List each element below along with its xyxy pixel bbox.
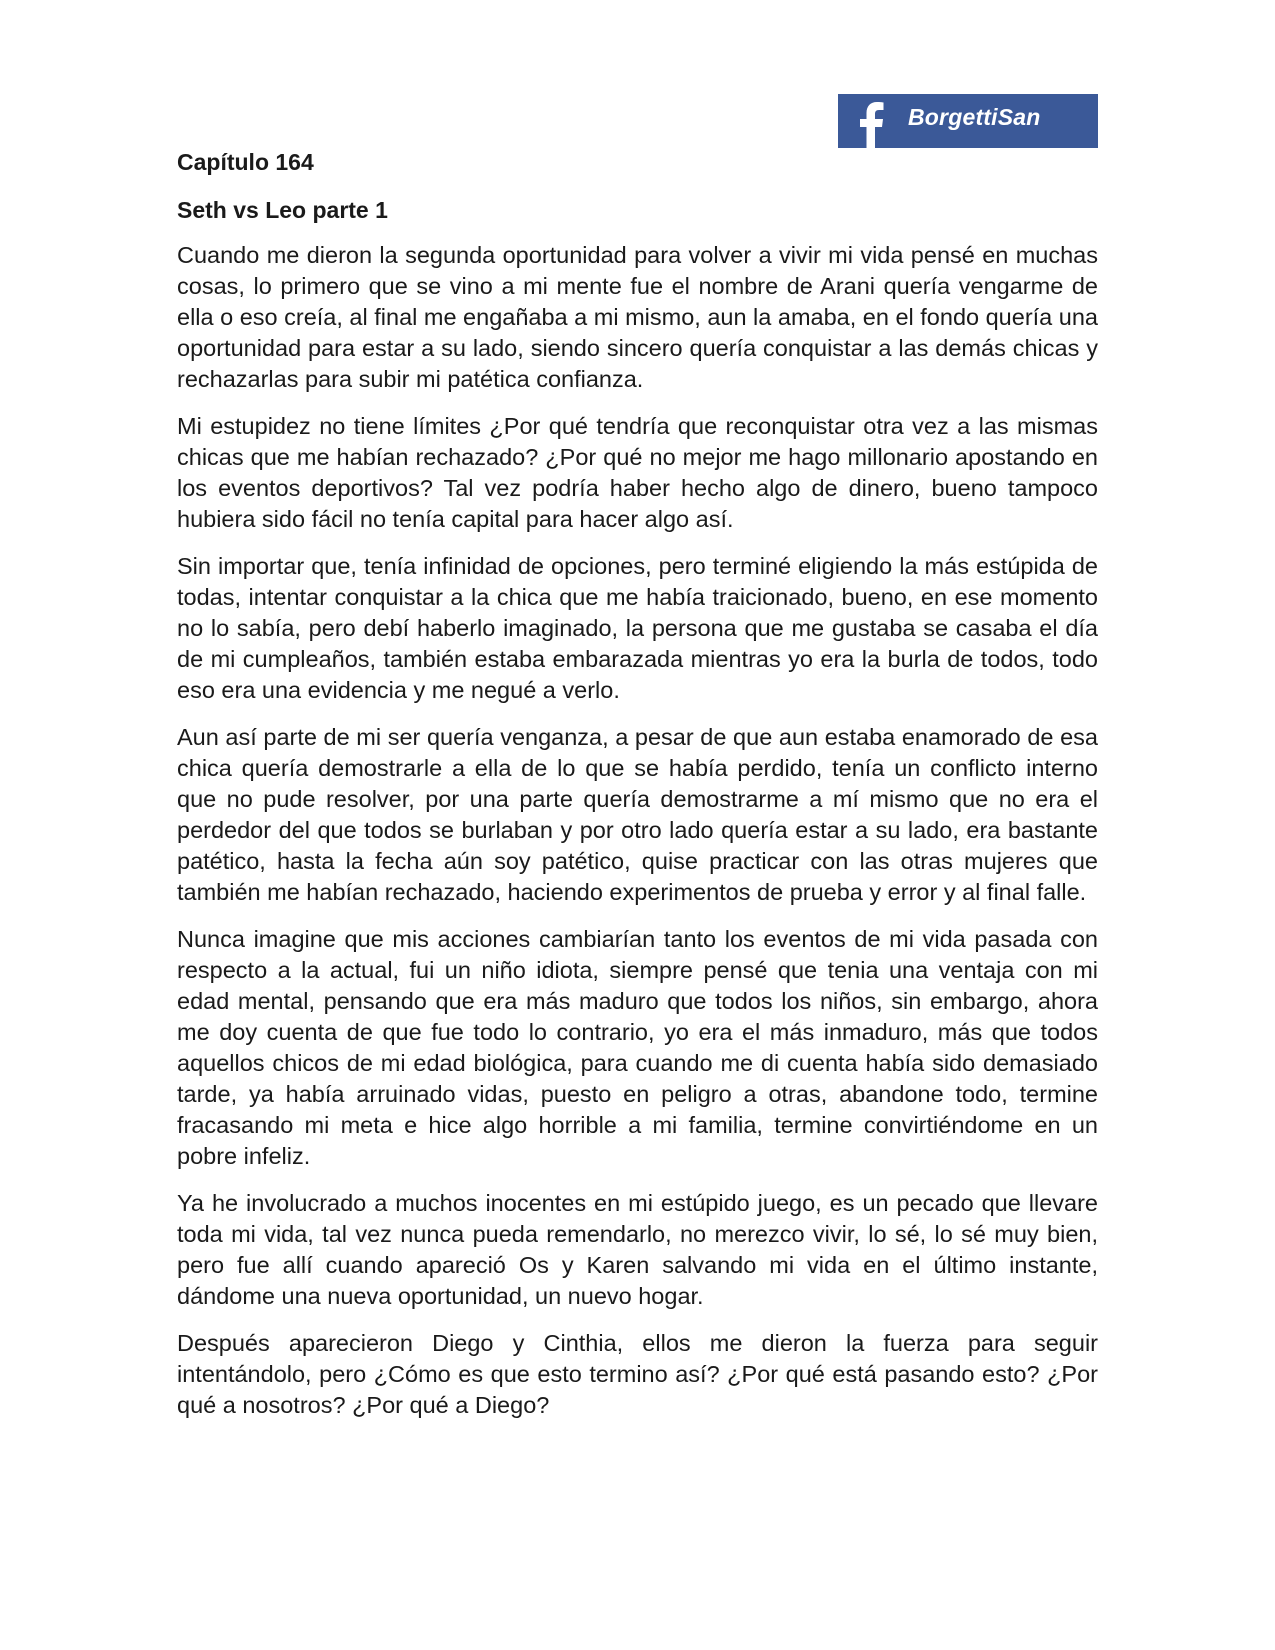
paragraph: Mi estupidez no tiene límites ¿Por qué tendría que reconquistar otra vez a las mismas chicas que me habían rechazado? ¿Por qué no mejor me hago millonario apostando en los eventos deportivos? Tal vez podría haber hecho algo de dinero, bueno tampoco hubiera sido fácil no tenía capital para hacer algo así. — [177, 413, 1098, 532]
paragraph: Aun así parte de mi ser quería venganza, a pesar de que aun estaba enamorado de esa chica quería demostrarle a ella de lo que se había perdido, tenía un conflicto interno que no pude resolver, por una parte quería demostrarme a mí mismo que no era el perdedor del que todos se burlaban y por otro lado quería estar a su lado, era bastante patético, hasta la fecha aún soy patético, quise practicar con las otras mujeres que también me habían rechazado, haciendo experimentos de prueba y error y al final falle. — [177, 724, 1098, 905]
facebook-banner[interactable] — [838, 94, 1098, 148]
paragraph: Nunca imagine que mis acciones cambiarían tanto los eventos de mi vida pasada con respecto a la actual, fui un niño idiota, siempre pensé que tenia una ventaja con mi edad mental, pensando que era más maduro que todos los niños, sin embargo, ahora me doy cuenta de que fue todo lo contrario, yo era el más inmaduro, más que todos aquellos chicos de mi edad biológica, para cuando me di cuenta había sido demasiado tarde, ya había arruinado vidas, puesto en peligro a otras, abandone todo, termine fracasando mi meta e hice algo horrible a mi familia, termine convirtiéndome en un pobre infeliz. — [177, 926, 1098, 1169]
paragraph: Sin importar que, tenía infinidad de opciones, pero terminé eligiendo la más estúpida de todas, intentar conquistar a la chica que me había traicionado, bueno, en ese momento no lo sabía, pero debí haberlo imaginado, la persona que me gustaba se casaba el día de mi cumpleaños, también estaba embarazada mientras yo era la burla de todos, todo eso era una evidencia y me negué a verlo. — [177, 553, 1098, 703]
document-body — [177, 146, 1098, 1437]
facebook-icon — [854, 100, 888, 148]
chapter-subtitle: Seth vs Leo parte 1 — [177, 197, 388, 223]
chapter-title: Capítulo 164 — [177, 149, 314, 175]
paragraph: Cuando me dieron la segunda oportunidad para volver a vivir mi vida pensé en muchas cosas, lo primero que se vino a mi mente fue el nombre de Arani quería vengarme de ella o eso creía, al final me engañaba a mi mismo, aun la amaba, en el fondo quería una oportunidad para estar a su lado, siendo sincero quería conquistar a las demás chicas y rechazarlas para subir mi patética confianza. — [177, 242, 1098, 392]
author-name: BorgettiSan — [908, 104, 1041, 130]
paragraph: Ya he involucrado a muchos inocentes en mi estúpido juego, es un pecado que llevare toda mi vida, tal vez nunca pueda remendarlo, no merezco vivir, lo sé, lo sé muy bien, pero fue allí cuando apareció Os y Karen salvando mi vida en el último instante, dándome una nueva oportunidad, un nuevo hogar. — [177, 1190, 1098, 1309]
paragraph: Después aparecieron Diego y Cinthia, ellos me dieron la fuerza para seguir intentándolo, pero ¿Cómo es que esto termino así? ¿Por qué está pasando esto? ¿Por qué a nosotros? ¿Por qué a Diego? — [177, 1330, 1098, 1418]
